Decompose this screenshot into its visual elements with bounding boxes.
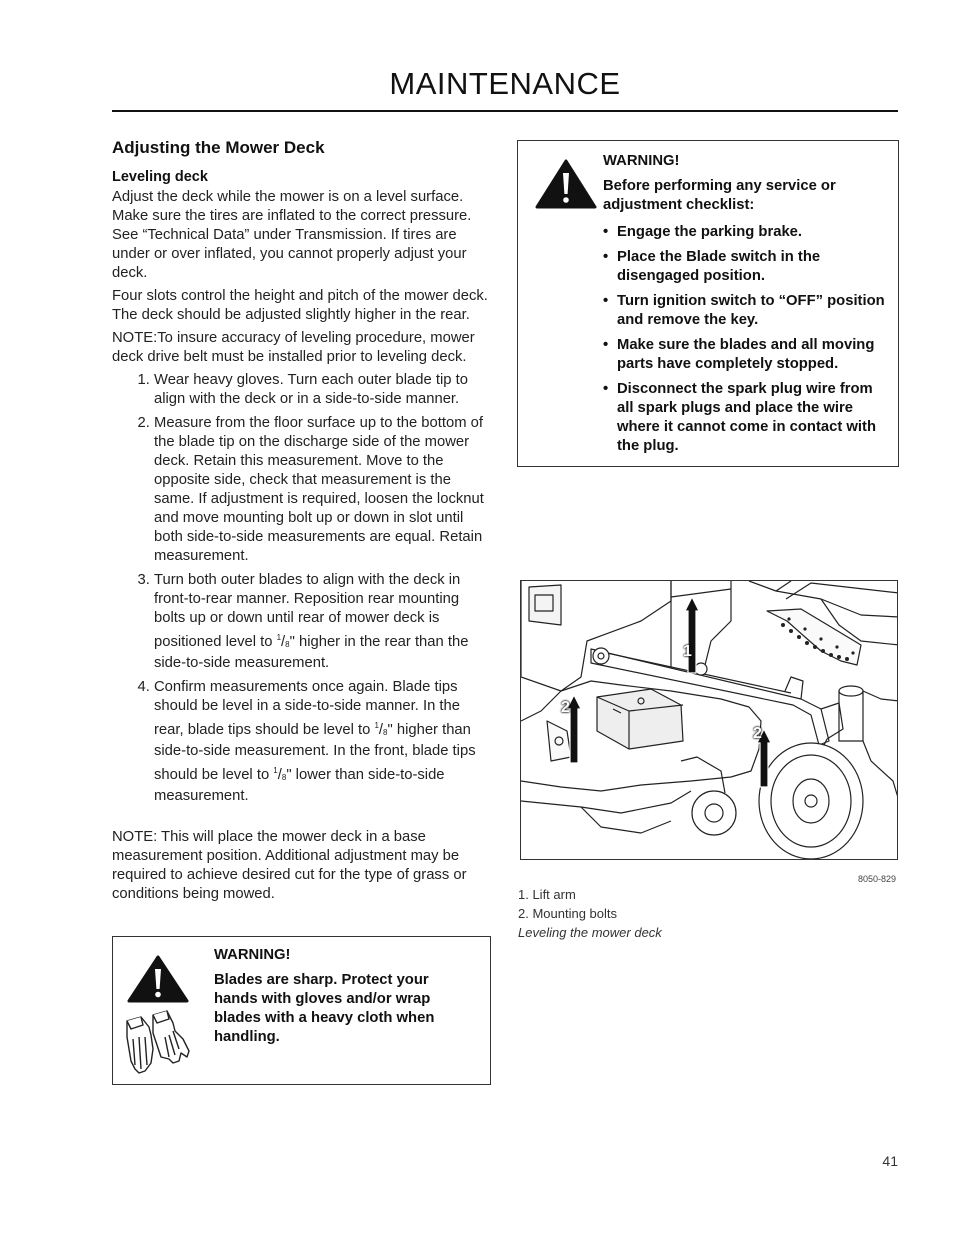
warning-heading: WARNING! [603,153,680,169]
note-paragraph: NOTE: This will place the mower deck in a base measurement position. Additional adjustment may be required to achieve desired cut for the type of grass or conditions being mowed. [112,829,467,902]
checklist-item: • Disconnect the spark plug wire from all spark plugs and place the wire where it cannot come in contact with the plug. [617,380,893,456]
gloves-icon [123,1009,193,1075]
warning-triangle-icon [127,955,189,1003]
mower-deck-illustration [521,581,898,860]
warning-text-service [603,152,893,462]
warning-box-blades [112,936,491,1085]
fraction: $^1/_8$ [273,766,287,783]
paragraph: Four slots control the height and pitch of the mower deck. The deck should be adjusted slightly higher in the rear. [112,288,488,323]
warning-text-blades [214,946,476,1047]
mower-deck-figure [520,580,898,860]
caption-item: 2. Mounting bolts [518,906,618,921]
warning-checklist [603,223,893,456]
checklist-item: • Turn ignition switch to “OFF” position and remove the key. [617,292,893,330]
header-rule [112,110,898,112]
warning-lead: Before performing any service or adjustment checklist: [603,178,836,213]
callout-2: 2 [753,725,762,742]
step-item: 4. Confirm measurements once again. Blade tips should be level in a side-to-side manner. In the rear, blade tips should be level to $^1/_8$" higher than side-to-side measurement. In the front, blade tips should be level to $^1/_8$" lower than side-to-side measurement. [154,678,490,806]
caption-item: 1. Lift arm [518,887,576,902]
left-column [112,138,490,908]
warning-heading: WARNING! [214,947,291,963]
figure-captions [518,885,662,942]
page-number: 41 [882,1153,898,1169]
note-paragraph: NOTE:To insure accuracy of leveling procedure, mower deck drive belt must be installed prior to leveling deck. [112,330,475,365]
page-title: MAINTENANCE [389,66,621,101]
fraction: $^1/_8$ [276,633,290,650]
checklist-item: • Engage the parking brake. [617,223,893,242]
step-item: 2. Measure from the floor surface up to the bottom of the blade tip on the discharge side of the mower deck. Retain this measurement. Move to the opposite side, check that measurement is the same. If adjustment is required, loosen the locknut and move mounting bolt up or down in slot until both side-to-side measurements are equal. Retain measurement. [154,414,490,566]
callout-1: 1 [683,643,692,660]
step-list [112,371,490,806]
checklist-item: • Place the Blade switch in the disengaged position. [617,248,893,286]
step-item: 3. Turn both outer blades to align with the deck in front-to-rear manner. Reposition rear mounting bolts up or down until rear of mower deck is positioned level to $^1/_8$" higher in the rear than the side-to-side measurement. [154,571,490,673]
fraction: $^1/_8$ [374,721,388,738]
section-title: Adjusting the Mower Deck [112,138,325,157]
paragraph: Adjust the deck while the mower is on a level surface. Make sure the tires are inflated to the correct pressure. See “Technical Data” under Transmission. If tires are under or over inflated, you cannot properly adjust your deck. [112,189,472,281]
warning-message: Blades are sharp. Protect your hands with gloves and/or wrap blades with a heavy cloth when handling. [214,972,435,1045]
sub-title: Leveling deck [112,169,208,185]
checklist-item: • Make sure the blades and all moving parts have completely stopped. [617,336,893,374]
step-item: 1. Wear heavy gloves. Turn each outer blade tip to align with the deck or in a side-to-side manner. [154,371,490,409]
warning-box-service [517,140,899,467]
figure-code: 8050-829 [857,874,896,884]
callout-2: 2 [561,699,570,716]
figure-title: Leveling the mower deck [518,925,662,940]
warning-triangle-icon [535,159,597,209]
